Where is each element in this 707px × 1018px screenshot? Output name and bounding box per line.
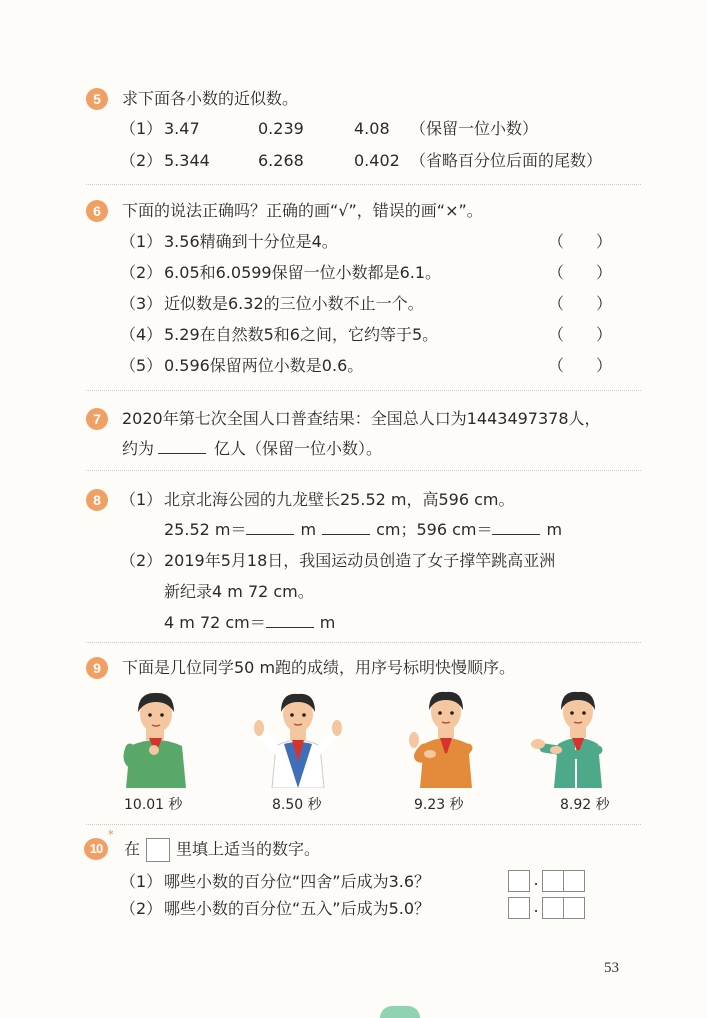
time-student-1: 10.01 秒 <box>124 797 183 813</box>
q10-title-a: 在 <box>124 839 141 859</box>
q6-item-4-answer[interactable]: （ ） <box>548 325 613 344</box>
q6-item-2-text: 6.05和6.0599保留一位小数都是6.1。 <box>164 263 442 282</box>
q5-row-2-c: 0.402 <box>354 151 400 170</box>
question-number-8: 8 <box>86 489 108 511</box>
q5-row-1-label: （1） <box>120 119 163 138</box>
q6-item-5-label: （5） <box>120 356 163 375</box>
question-number-6: 6 <box>86 200 108 222</box>
q5-row-2-a: 5.344 <box>164 151 210 170</box>
q8-part-2-text-1: 2019年5月18日，我国运动员创造了女子撑竿跳高亚洲 <box>164 551 556 570</box>
q5-row-1-b: 0.239 <box>258 119 304 138</box>
q8-blank-1[interactable] <box>246 520 294 535</box>
q7-text-a: 约为 <box>122 439 155 458</box>
decimal-point: . <box>533 897 539 916</box>
q6-item-5-text: 0.596保留两位小数是0.6。 <box>164 356 364 375</box>
q8-eq-b: m <box>300 520 317 539</box>
q8-blank-2[interactable] <box>322 520 370 535</box>
q10-2-box-hundredths[interactable] <box>563 897 585 919</box>
q6-item-1-answer[interactable]: （ ） <box>548 232 613 251</box>
q7-answer-blank[interactable] <box>158 439 206 454</box>
time-student-2: 8.50 秒 <box>272 797 322 813</box>
question-number-9: 9 <box>86 657 108 679</box>
q5-row-1-c: 4.08 <box>354 119 390 138</box>
q6-item-5-answer[interactable]: （ ） <box>548 356 613 375</box>
q10-item-1-label: （1） <box>120 872 163 891</box>
q8-eq-d: m <box>546 520 563 539</box>
student-4-illustration <box>528 688 618 788</box>
divider <box>86 184 641 185</box>
q5-row-2-note: （省略百分位后面的尾数） <box>410 151 603 170</box>
q7-text-b: 亿人（保留一位小数）。 <box>214 439 383 458</box>
q8-eq2-a: 4 m 72 cm＝ <box>164 613 266 632</box>
q10-item-1-answer <box>508 869 585 892</box>
question-6-title: 下面的说法正确吗？正确的画“√”，错误的画“×”。 <box>122 201 483 220</box>
q8-part-1-text: 北京北海公园的九龙壁长25.52 m，高596 cm。 <box>164 490 515 509</box>
q8-blank-3[interactable] <box>492 520 540 535</box>
q10-1-box-ones[interactable] <box>508 870 530 892</box>
q10-item-2-label: （2） <box>120 899 163 918</box>
divider <box>86 390 641 391</box>
q5-row-1-a: 3.47 <box>164 119 200 138</box>
q8-part-2-equation <box>164 612 335 634</box>
example-box <box>146 838 170 862</box>
time-student-4: 8.92 秒 <box>560 797 610 813</box>
q8-part-1-equation <box>164 519 562 541</box>
q6-item-3-label: （3） <box>120 294 163 313</box>
q10-2-box-tenths[interactable] <box>542 897 564 919</box>
page-number: 53 <box>604 960 619 976</box>
question-10-title <box>124 838 320 862</box>
q10-item-1-text: 哪些小数的百分位“四舍”后成为3.6？ <box>164 872 431 891</box>
q10-1-box-tenths[interactable] <box>542 870 564 892</box>
question-number-7: 7 <box>86 408 108 430</box>
q8-eq-c: cm；596 cm＝ <box>376 520 493 539</box>
student-2-illustration <box>248 688 348 788</box>
q8-eq-a: 25.52 m＝ <box>164 520 247 539</box>
q6-item-2-answer[interactable]: （ ） <box>548 263 613 282</box>
question-9-title: 下面是几位同学50 m跑的成绩，用序号标明快慢顺序。 <box>122 658 516 677</box>
q6-item-4-label: （4） <box>120 325 163 344</box>
q10-item-2-text: 哪些小数的百分位“五入”后成为5.0？ <box>164 899 431 918</box>
q10-1-box-hundredths[interactable] <box>563 870 585 892</box>
q8-eq2-b: m <box>319 613 336 632</box>
q6-item-1-label: （1） <box>120 232 163 251</box>
q6-item-3-answer[interactable]: （ ） <box>548 294 613 313</box>
question-7-line-1: 2020年第七次全国人口普查结果：全国总人口为1443497378人， <box>122 409 601 428</box>
q6-item-1-text: 3.56精确到十分位是4。 <box>164 232 338 251</box>
q5-row-2-label: （2） <box>120 151 163 170</box>
student-1-illustration <box>116 688 196 788</box>
question-number-5: 5 <box>86 88 108 110</box>
q5-row-1-note: （保留一位小数） <box>410 119 539 138</box>
q8-part-1-label: （1） <box>120 490 163 509</box>
q8-part-2-label: （2） <box>120 551 163 570</box>
optional-star-icon: * <box>108 828 114 841</box>
q6-item-3-text: 近似数是6.32的三位小数不止一个。 <box>164 294 424 313</box>
q10-title-b: 里填上适当的数字。 <box>176 839 321 859</box>
q5-row-2-b: 6.268 <box>258 151 304 170</box>
divider <box>86 470 641 471</box>
page-tab-decoration <box>380 1006 420 1018</box>
time-student-3: 9.23 秒 <box>414 797 464 813</box>
question-5-title: 求下面各小数的近似数。 <box>122 89 299 108</box>
divider <box>86 642 641 643</box>
q6-item-4-text: 5.29在自然数5和6之间，它约等于5。 <box>164 325 439 344</box>
q8-blank-4[interactable] <box>266 613 314 628</box>
divider <box>86 824 641 825</box>
q10-2-box-ones[interactable] <box>508 897 530 919</box>
decimal-point: . <box>533 870 539 889</box>
q10-item-2-answer <box>508 896 585 919</box>
q6-item-2-label: （2） <box>120 263 163 282</box>
question-number-10: 10 <box>84 838 108 860</box>
student-3-illustration <box>398 688 488 788</box>
q8-part-2-text-2: 新纪录4 m 72 cm。 <box>164 582 314 601</box>
question-7-line-2 <box>122 438 382 460</box>
